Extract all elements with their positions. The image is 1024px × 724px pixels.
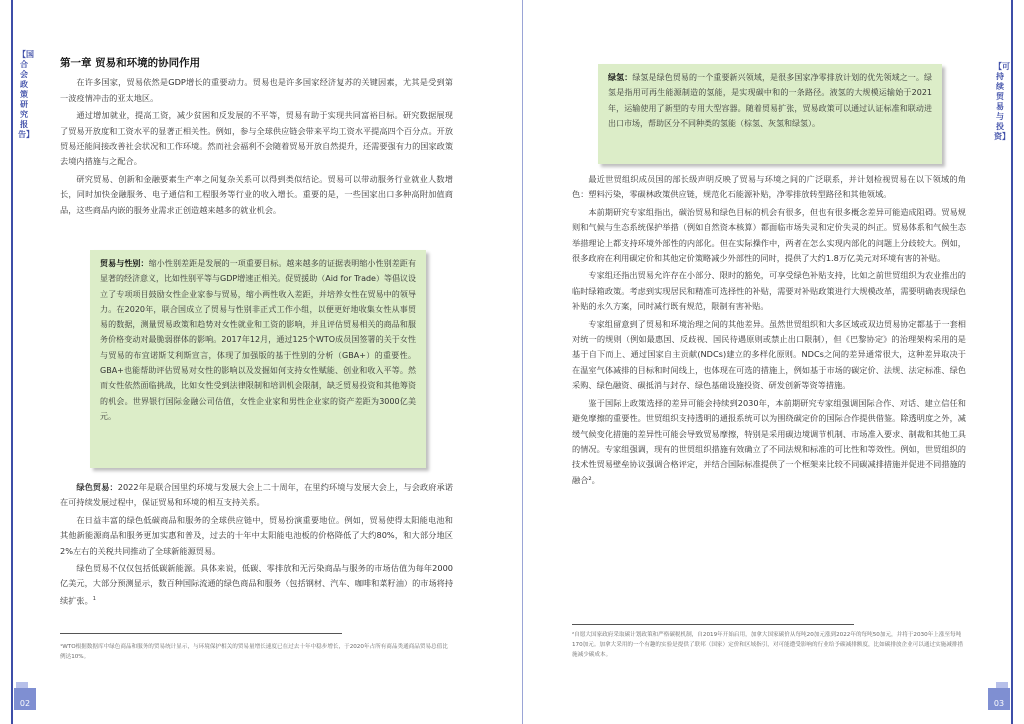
paragraph: 最近世贸组织成员国的部长级声明反映了贸易与环境之间的广泛联系，并计划检视贸易在以下领域的角色：塑料污染，零碳林政策供应链，规范化石能源补贴，净零排放转型路径和其他领域。 [572, 174, 966, 200]
paragraph: 专家组还指出贸易允许存在小部分、限时的豁免，可享受绿色补贴支持，比如之前世贸组织为农业推出的临时绿箱政策。考虑到实现居民和精准可选择性的补贴，需要对补贴政策进行大规模改革，需要明确表现绿色补贴的永久方案，同时减行既有规范，限制有害补贴。 [572, 270, 966, 312]
box-lead: 贸易与性别： [100, 259, 149, 268]
paragraph: 本前期研究专家组指出，碳治贸易和绿色目标的机会有很多，但也有很多概念差异可能造成阻碍。贸易规则和气候与生态系统保护举措（例如自然资本核算）都面临市场失灵和定价失灵的纠正。贸易体系和气候生态举措理论上都支持环境外部性的内部化。但在实际操作中，两者在怎么实现内部化的问题上分歧较大。例如，很多政府在利用碳定价和其他定价策略减少外部性的同时，提供了大约1.8万亿美元对环境有害的补贴。 [572, 206, 966, 264]
center-left-line [522, 0, 523, 724]
left-footnote: ¹WTO根据数据库中绿色商品和服务的贸易统计显示，与环境保护相关的贸易量增长速度已在过去十年中稳步增长，于2020年占所有商品类通商品贸易总值比例达10%。 [60, 644, 448, 660]
left-frame-line [11, 0, 13, 724]
hydrogen-box: 绿氢：绿氢是绿色贸易的一个重要新兴领域，是很多国家净零排放计划的优先领域之一。绿氢是指用可再生能源制造的氢能，是实现碳中和的一条路径。液氢的大规模运输始于2021年，运输使用了新型的专用大型容器。随着贸易扩张，贸易政策可以通过认证标准和联动进出口市场，帮助区分不同种类的氢能（棕氢、灰氢和绿氢）。 [598, 64, 942, 164]
left-side-label: 【国合会政策研究报告】 [18, 50, 34, 139]
paragraph: 在日益丰富的绿色低碳商品和服务的全球供应链中，贸易扮演重要地位。例如，贸易使得太阳能电池和其他新能源商品和服务更加实惠和普及，过去的十年中太阳能电池板的价格降低了大约80%，和大部分地区2%左右的关税共同推动了全球新能源贸易。 [60, 514, 453, 556]
gender-trade-box [90, 250, 426, 468]
paragraph: 研究贸易、创新和金融要素生产率之间复杂关系可以得到类似结论。贸易可以带动服务行业就业人数增长，同时加快金融服务、电子通信和工程服务等行业的收入增长。重要的是，一些国家出口多种高附加值商品，这些商品内嵌的服务业需求正创造越来越多的就业机会。 [60, 173, 453, 215]
right-column [572, 172, 966, 490]
left-bottom-column [60, 480, 453, 611]
gender-box-text: 贸易与性别：缩小性别差距是发展的一项重要目标。越来越多的证据表明缩小性别差距有显著的经济意义，比如性别平等与GDP增速正相关。促贸援助（Aid for Trade）等倡议设立了专项项目鼓励女性企业家参与贸易，缩小两性收入差距，并培养女性在贸易中的领导力。在2020年，联合国成立了贸易与性别非正式工作小组，以便更好地收集女性从事贸易的数据，测量贸易政策和趋势对女性就业和工资的影响，并且评估贸易相关的商品和服务价格变动对最脆弱群体的影响。2017年12月，通过125个WTO成员国签署的关于女性与贸易的布宜诺斯艾利斯宣言，体现了加强版的基于性别的分析（GBA+）的重要性。GBA+也能帮助评估贸易对女性的影响以及发掘如何支持女性赋能、创业和收入平等。然而女性依然面临挑战，比如女性受到法律限制和培训机会限制，缺乏贸易投资和其他筹资的机会。世界银行国际金融公司估值，女性企业家和男性企业家的资产差距为3000亿美元。 [100, 259, 417, 421]
left-top-column [60, 56, 453, 220]
paragraph: 绿色贸易：2022年是联合国里约环境与发展大会上二十周年，在里约环境与发展大会上，与会政府承诺在可持续发展过程中，保证贸易和环境的相互支持关系。 [60, 482, 453, 508]
box-lead: 绿氢： [608, 73, 633, 82]
right-page-number: 03 [988, 688, 1010, 710]
paragraph: 绿色贸易不仅仅包括低碳新能源。具体来说，低碳、零排放和无污染商品与服务的市场估值为每年2000亿美元，大部分预测显示，数百种国际流通的绿色商品和服务（包括钢材、汽车、咖啡和菜籽油）的市场将持续扩张。$^1$ [60, 563, 454, 606]
left-footnote-rule [60, 633, 342, 634]
left-page-number: 02 [14, 688, 36, 710]
paragraph: 通过增加就业，提高工资，减少贫困和反发展的不平等，贸易有助于实现共同富裕目标。研究数据展现了贸易开放度和工资水平的显著正相关性。例如，参与全球供应链会带来平均工资水平提高四个百分点。开放贸易还能间接改善社会状况和工作环境。然而社会福利不会随着贸易开放自然提升，还需要强有力的国家政策去境内措施与之配合。 [60, 110, 454, 167]
right-frame-line [1011, 0, 1013, 724]
right-side-label: 【可持续贸易与投资】 [994, 62, 1010, 141]
right-footnote-rule [572, 624, 854, 625]
paragraph: 在许多国家，贸易依然是GDP增长的重要动力。贸易也是许多国家经济复苏的关键因素，尤其是受到第一波疫情冲击的亚太地区。 [60, 77, 453, 103]
chapter-title: 第一章 贸易和环境的协同作用 [60, 57, 201, 69]
paragraph: 专家组留意到了贸易和环境治理之间的其他差异。虽然世贸组织和大多区域或双边贸易协定都基于一套相对统一的规则（例如最惠国、反歧视、国民待遇原则或禁止出口限制），但《巴黎协定》的治理架构采用的是基于自下而上、通过国家自主贡献(NDCs)建立的多样化原则。NDCs之间的差异通常很大，这种差异取决于在温室气体减排的目标和时间线上，也体现在可选的措施上，例如基于市场的碳定价、法规、法定标准、绿色采购、绿色融资、碳抵消与封存、绿色基础设施投资、研发创新等资等措施。 [572, 318, 966, 391]
right-footnote: ²自愿大国家政府采取碳计划政策和严格碳税机制，自2019年开始启用，加拿大国家碳价从每吨20加元涨到2022年的每吨50加元，并将于2030年上涨至每吨170加元。加拿大采用的一个有趣的实验是提供了联邦（国家）定价和区域指引，对可能遭受影响的行业给予碳减排额度，比如碳排放企业可以通过实施减排措施减少碳成本。 [572, 632, 964, 658]
paragraph: 鉴于国际上政策选择的差异可能会持续到2030年，本前期研究专家组强调国际合作、对话、建立信任和避免摩擦的重要性。世贸组织支持透明的通报系统可以为围绕碳定价的国际合作提供借鉴。除透明度之外，减缓气候变化措施的差异性可能会导致贸易摩擦，特别是采用碳边境调节机制、市场准入要求、制裁和其他工具的情况。专家组强调，现有的世贸组织措施有效确立了不同法规和标准的可比性和等效性。例如，世贸组织的技术性贸易壁垒协议强调合格评定，并结合国际标准提供了一个框架来比较不同碳减排措施并促进不同措施的融合²。 [572, 397, 966, 485]
